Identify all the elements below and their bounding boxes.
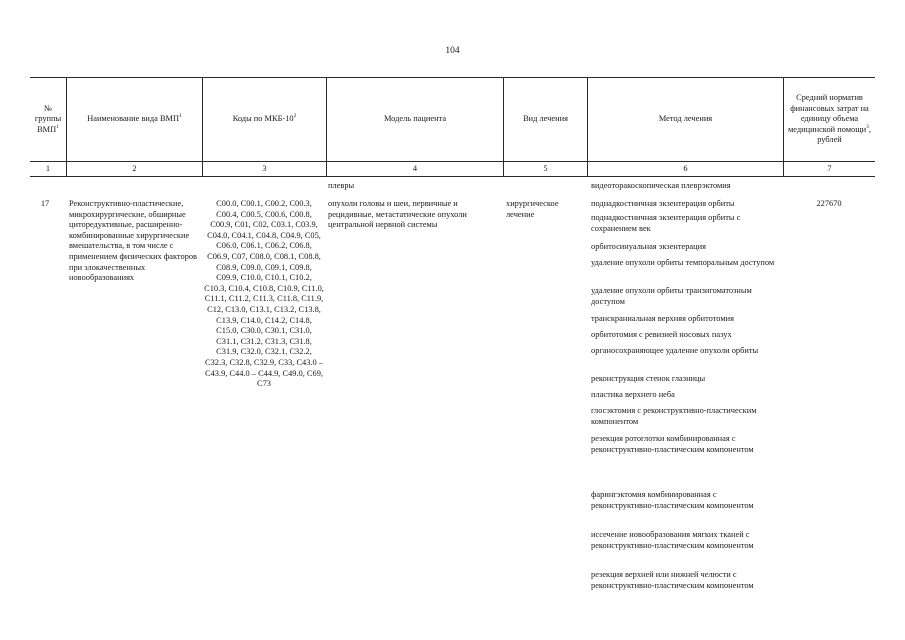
column-number: 4 (412, 164, 418, 173)
method-item: глосэктомия с реконструктивно-пластическим компонентом (591, 406, 757, 426)
method-item: транскраниальная верхняя орбитотомия (591, 314, 734, 323)
column-number: 3 (262, 164, 267, 173)
method-item: резекция ротоглотки комбинированная с реконструктивно-пластическим компонентом (591, 434, 754, 454)
column-number: 7 (827, 164, 832, 173)
method-item: иссечение новообразования мягких тканей с реконструктивно-пластическим компонентом (591, 530, 754, 550)
column-number: 2 (132, 164, 137, 173)
header-treatment-method: Метод лечения (658, 114, 713, 124)
header-bottom-rule (30, 161, 875, 162)
method-item: орбитотомия с ревизией носовых пазух (591, 330, 732, 339)
continuation-model: плевры (328, 181, 355, 190)
method-item: резекция верхней или нижней челюсти с реконструктивно-пластическим компонентом (591, 570, 754, 590)
header-group-number: № группы ВМП$^1$ (34, 103, 62, 134)
method-item: удаление опухоли орбиты темпоральным доступом (591, 258, 775, 267)
method-item: поднадкостничная экзентерация орбиты с сохранением век (591, 213, 741, 233)
patient-model: опухоли головы и шеи, первичные и рецидивные, метастатические опухоли центральной нервной системы (328, 199, 467, 230)
method-item: пластика верхнего неба (591, 390, 675, 399)
page-number: 104 (445, 46, 460, 56)
column-numbers-rule (30, 176, 875, 177)
method-item: органосохраняющее удаление опухоли орбиты (591, 346, 759, 355)
treatment-type: хирургическое лечение (506, 199, 559, 219)
continuation-method: видеоторакоскопическая плеврэктомия (591, 181, 731, 190)
header-icd-codes: Коды по МКБ-$10^2$ (232, 113, 297, 124)
cost-value: 227670 (816, 199, 842, 208)
method-item: удаление опухоли орбиты транзигоматозным доступом (591, 286, 752, 306)
method-item: поднадкостничная экзентерация орбиты (591, 199, 735, 208)
column-number: 5 (543, 164, 548, 173)
header-vmp-name: Наименование вида ВМП$^1$ (87, 113, 182, 124)
method-item: орбитосинуальная экзентерация (591, 242, 706, 251)
vmp-name: Реконструктивно-пластические, микрохирургические, обширные циторедуктивные, расширенно-комбинированные хирургические вмешательства, в том числе с применением физических факторов при злокачественных новообразованиях (69, 199, 197, 283)
column-number: 6 (683, 164, 688, 173)
icd-codes: С00.0, С00.1, С00.2, С00.3, С00.4, С00.5, С00.6, С00.8, С00.9, С01, С02, С03.1, С03.9, С04.0, С04.1, С04.8, С04.9, С05, С06.0, С06.1, С06.2, С06.8, С06.9, С07, С08.0, С08.1, С08.8, С08.9, С09.0, С09.1, С09.8, С09.9, С10.0, С10.1, С10.2, С10.3, С10.4, С10.8, С10.9, С11.0, С11.1, С11.2, С11.3, С11.8, С11.9, С12, С13.0, С13.1, С13.2, С13.8, С13.9, С14.0, С14.2, С14.8, С15.0, С30.0, С30.1, С31.0, С31.1, С31.2, С31.3, С31.8, С31.9, С32.0, С32.1, С32.2, С32.3, С32.8, С32.9, С33, С43.0 – С43.9, С44.0 – С44.9, С49.0, С69, С73 (204, 199, 324, 389)
method-item: фарингэктомия комбинированная с реконструктивно-пластическим компонентом (591, 490, 754, 510)
header-treatment-type: Вид лечения (523, 114, 568, 124)
header-patient-model: Модель пациента (383, 114, 447, 124)
header-cost-standard: Средний норматив финансовых затрат на единицу объема медицинской помощи$^3$, рублей (788, 93, 871, 145)
group-number: 17 (40, 199, 50, 208)
column-number: 1 (45, 164, 51, 173)
method-item: реконструкция стенок глазницы (591, 374, 706, 383)
